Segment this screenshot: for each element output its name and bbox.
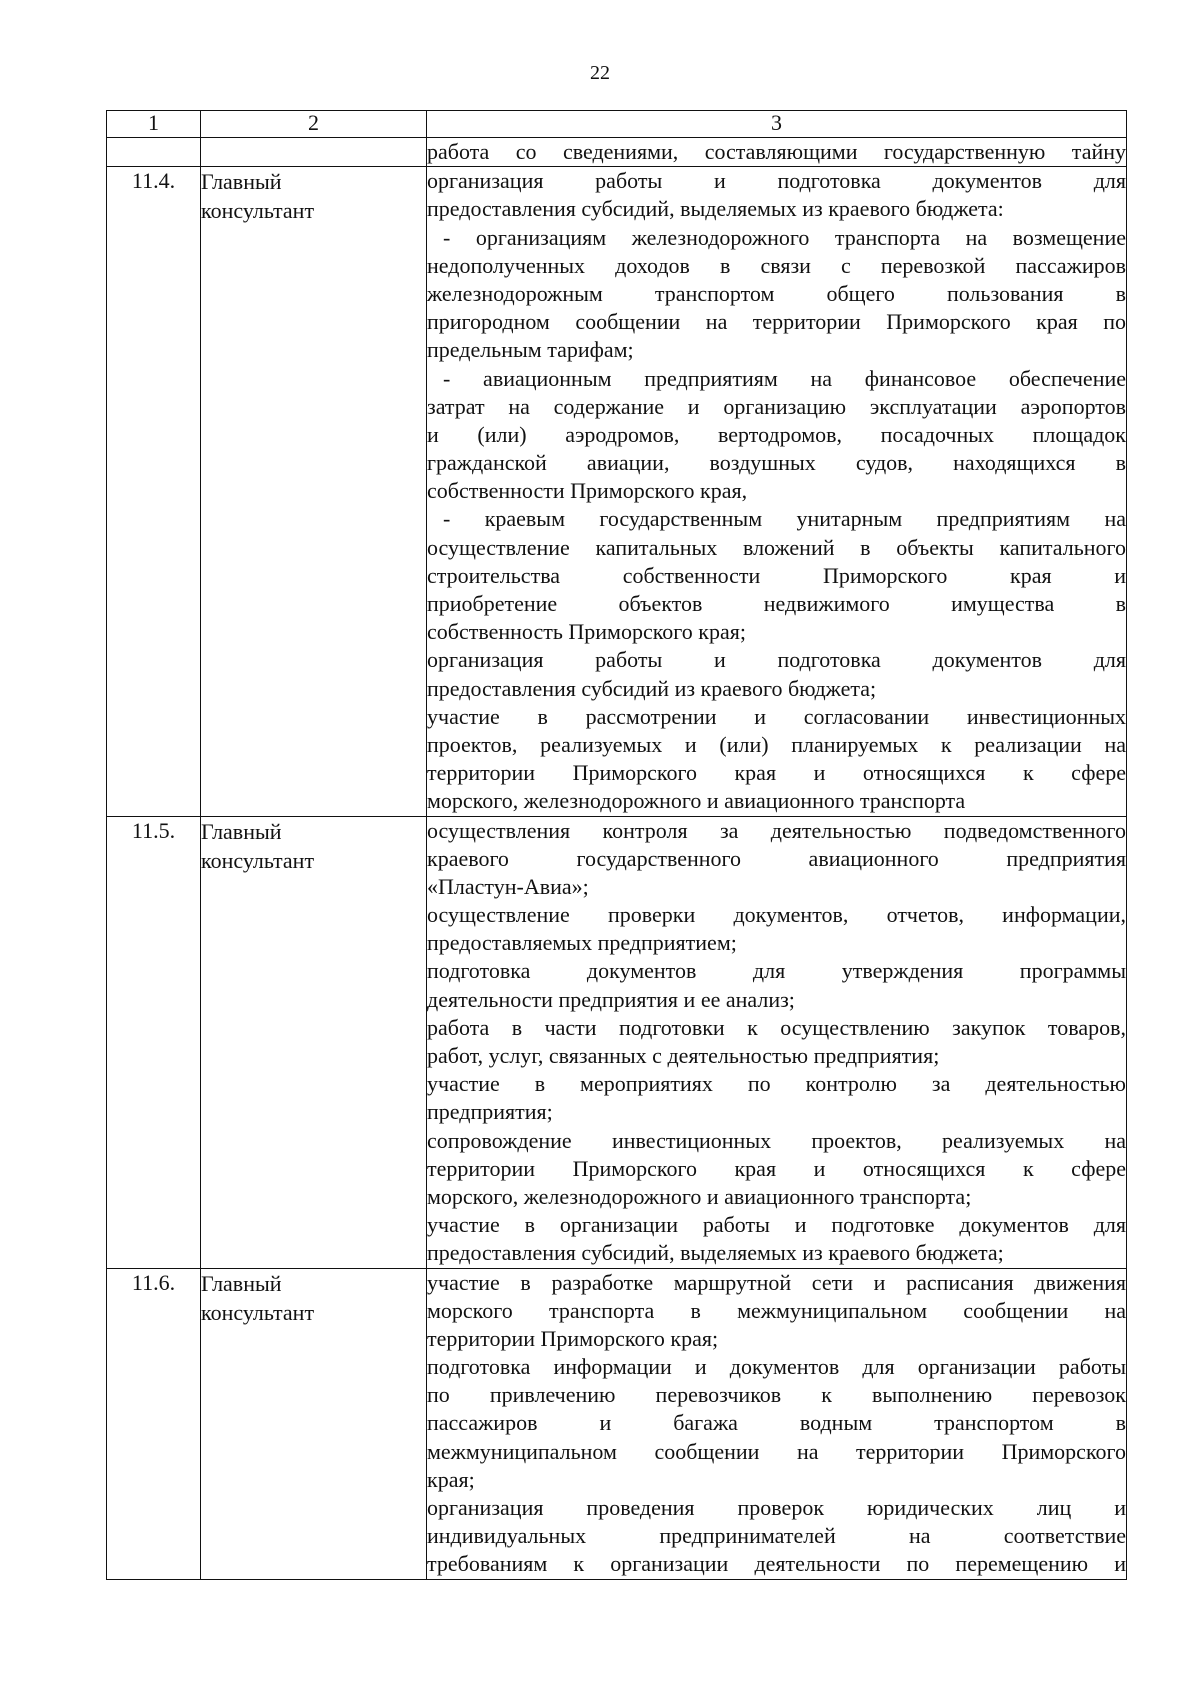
duties-cell [427,167,1127,816]
duty-line: морского, железнодорожного и авиационного транспорта [427,788,966,814]
intro-cell-duties [427,138,1127,167]
position-cell [201,167,427,816]
duty-line: участие в разработке маршрутной сети и расписания движения [427,1269,1126,1295]
duties-cell [427,816,1127,1268]
row-number: 11.5. [107,816,201,1268]
intro-cell-position [201,138,427,167]
duty-line: по привлечению перевозчиков к выполнению перевозок [427,1382,1126,1408]
duties-cell [427,1268,1127,1579]
duty-line: - организациям железнодорожного транспорта на возмещение [443,224,1126,250]
duty-line: пригородном сообщении на территории Приморского края по [427,309,1126,335]
duty-line: - краевым государственным унитарным предприятиям на [443,506,1126,532]
position-title-line: Главный [201,169,282,195]
duty-line: строительства собственности Приморского края и [427,562,1126,588]
table-header-row [107,111,1127,138]
duty-line: затрат на содержание и организацию эксплуатации аэропортов [427,393,1126,419]
duty-line: требованиям к организации деятельности по перемещению и [427,1551,1126,1577]
duty-line: «Пластун-Авиа»; [427,873,589,899]
duty-line: организация проведения проверок юридических лиц и [427,1495,1126,1520]
position-cell [201,816,427,1268]
duty-line: сопровождение инвестиционных проектов, реализуемых на [427,1127,1126,1153]
position-title-line: консультант [201,198,315,224]
row-number: 11.4. [107,167,201,816]
duty-line: деятельности предприятия и ее анализ; [427,986,795,1012]
duty-line: предоставления субсидий, выделяемых из краевого бюджета: [427,196,1004,222]
duty-line: участие в организации работы и подготовке документов для [427,1212,1126,1238]
intro-cell-num [107,138,201,167]
position-title-line: консультант [201,1299,315,1325]
duty-line: недополученных доходов в связи с перевозкой пассажиров [427,252,1126,278]
table-row [107,167,1127,816]
duty-line: межмуниципальном сообщении на территории Приморского [427,1438,1126,1464]
duty-line: морского, железнодорожного и авиационного транспорта; [427,1183,972,1209]
duty-line: работа со сведениями, составляющими государственную тайну [427,139,1126,164]
duty-line: предоставления субсидий, выделяемых из краевого бюджета; [427,1240,1004,1266]
duty-line: края; [427,1466,475,1492]
duty-line: работ, услуг, связанных с деятельностью предприятия; [427,1043,940,1068]
duty-line: краевого государственного авиационного предприятия [427,845,1126,871]
duty-line: организация работы и подготовка документов для [427,647,1126,673]
column-header-1: 1 [107,111,201,138]
duty-line: пассажиров и багажа водным транспортом в [427,1410,1126,1436]
duty-line: собственность Приморского края; [427,619,746,645]
duties-table [106,110,1127,1580]
duty-line: территории Приморского края; [427,1325,719,1351]
duty-line: работа в части подготовки к осуществлению закупок товаров, [427,1014,1126,1040]
position-cell [201,1268,427,1579]
duty-line: предприятия; [427,1099,553,1125]
duty-line: проектов, реализуемых и (или) планируемых к реализации на [427,731,1126,757]
duty-line: территории Приморского края и относящихся к сфере [427,1155,1126,1181]
duty-line: предельным тарифам; [427,337,634,363]
table-row [107,1268,1127,1579]
duty-line: участие в мероприятиях по контролю за деятельностью [427,1071,1126,1097]
duty-line: гражданской авиации, воздушных судов, находящихся в [427,450,1126,476]
duty-line: осуществление проверки документов, отчетов, информации, [427,902,1126,928]
duty-line: осуществления контроля за деятельностью подведомственного [427,817,1126,843]
duty-line: предоставляемых предприятием; [427,930,737,956]
intro-row [107,138,1127,167]
duty-line: осуществление капитальных вложений в объекты капитального [427,534,1126,560]
table-row [107,816,1127,1268]
position-title-line: Главный [201,818,282,844]
duty-line: приобретение объектов недвижимого имущества в [427,591,1126,616]
duty-line: - авиационным предприятиям на финансовое обеспечение [443,365,1126,391]
position-title-line: консультант [201,847,315,873]
duty-line: предоставления субсидий из краевого бюджета; [427,675,877,701]
position-title-line: Главный [201,1270,282,1296]
duty-line: подготовка документов для утверждения программы [427,958,1126,984]
duty-line: участие в рассмотрении и согласовании инвестиционных [427,703,1126,729]
duty-line: подготовка информации и документов для организации работы [427,1354,1126,1380]
duty-line: морского транспорта в межмуниципальном сообщении на [427,1297,1126,1323]
row-number: 11.6. [107,1268,201,1579]
duty-line: индивидуальных предпринимателей на соответствие [427,1523,1126,1549]
duty-line: железнодорожным транспортом общего пользования в [427,280,1126,306]
page-number: 22 [590,62,610,84]
duty-line: собственности Приморского края, [427,478,748,504]
duty-line: территории Приморского края и относящихся к сфере [427,760,1126,786]
column-header-2: 2 [201,111,427,138]
duty-line: организация работы и подготовка документов для [427,168,1126,194]
column-header-3: 3 [427,111,1127,138]
duty-line: и (или) аэродромов, вертодромов, посадочных площадок [427,421,1126,447]
